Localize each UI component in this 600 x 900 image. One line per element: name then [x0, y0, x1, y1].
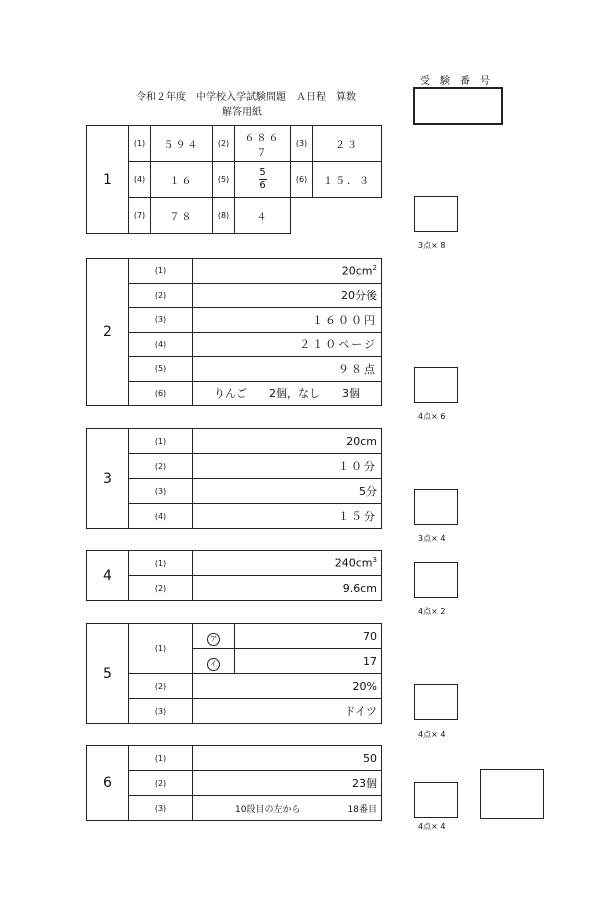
q6-score-box[interactable]	[414, 782, 458, 818]
fraction-numerator: 5	[259, 167, 266, 178]
circled-i-label: イ	[207, 658, 220, 671]
q2-answer-1-sup: 2	[372, 263, 377, 272]
q1-points: 3点× 8	[418, 241, 446, 250]
q5-answer-a: 70	[235, 624, 382, 649]
q2-label-1: (1)	[129, 259, 193, 284]
q1-answer-2: ６８６７	[235, 126, 291, 162]
q6-answer-3-right: 18番目	[347, 804, 377, 815]
q1-answer-8: ４	[235, 198, 291, 234]
q6-answer-2: 23個	[193, 771, 382, 796]
q3-label-2: (2)	[129, 454, 193, 479]
q2-answer-3: １６００円	[193, 308, 382, 333]
q5-label-1: (1)	[129, 624, 193, 674]
q1-label-6: (6)	[291, 162, 313, 198]
q1-score-box[interactable]	[414, 196, 458, 232]
q5-sub-i	[193, 649, 235, 674]
q2-label-5: (5)	[129, 357, 193, 382]
q2-answer-1	[193, 259, 382, 284]
q5-table	[86, 623, 382, 724]
exam-number-box[interactable]	[413, 87, 503, 125]
q6-points: 4点× 4	[418, 822, 446, 831]
q5-label-3: (3)	[129, 699, 193, 724]
q4-answer-1-text: 240cm	[334, 556, 373, 570]
q3-answer-4: １５分	[193, 504, 382, 529]
page-title: 令和２年度 中学校入学試験問題 Ａ日程 算数	[136, 92, 356, 103]
q6-answer-3-left: 10段目の左から	[235, 804, 301, 815]
q1-label-4: (4)	[129, 162, 151, 198]
q4-answer-2: 9.6cm	[193, 576, 382, 601]
q3-score-box[interactable]	[414, 489, 458, 525]
q3-label-3: (3)	[129, 479, 193, 504]
q6-answer-1: 50	[193, 746, 382, 771]
q3-number: 3	[87, 429, 129, 529]
q1-label-3: (3)	[291, 126, 313, 162]
q1-table	[86, 125, 382, 234]
q1-label-5: (5)	[213, 162, 235, 198]
q5-answer-3: ドイツ	[193, 699, 382, 724]
q2-label-2: (2)	[129, 283, 193, 308]
q6-label-3: (3)	[129, 796, 193, 821]
q1-answer-1: ５９４	[151, 126, 213, 162]
q2-points: 4点× 6	[418, 412, 446, 421]
q5-answer-i: 17	[235, 649, 382, 674]
q1-label-1: (1)	[129, 126, 151, 162]
q6-label-2: (2)	[129, 771, 193, 796]
page-subtitle: 解答用紙	[222, 107, 262, 118]
q2-label-6: (6)	[129, 381, 193, 406]
q3-answer-1: 20cm	[193, 429, 382, 454]
q1-answer-3: ２３	[313, 126, 382, 162]
q1-label-8: (8)	[213, 198, 235, 234]
q5-score-box[interactable]	[414, 684, 458, 720]
q6-answer-3	[193, 796, 382, 821]
circled-a-label: ア	[207, 633, 220, 646]
q2-answer-2: 20分後	[193, 283, 382, 308]
q3-points: 3点× 4	[418, 534, 446, 543]
q4-points: 4点× 2	[418, 607, 446, 616]
q5-label-2: (2)	[129, 674, 193, 699]
q3-table	[86, 428, 382, 529]
fraction	[259, 168, 267, 191]
q2-answer-5: ９８点	[193, 357, 382, 382]
q3-label-4: (4)	[129, 504, 193, 529]
q1-answer-7: ７８	[151, 198, 213, 234]
q1-label-2: (2)	[213, 126, 235, 162]
q6-table	[86, 745, 382, 821]
q4-number: 4	[87, 551, 129, 601]
q4-label-2: (2)	[129, 576, 193, 601]
q1-label-7: (7)	[129, 198, 151, 234]
q2-answer-1-text: 20cm	[341, 264, 373, 278]
q2-answer-4: ２１０ページ	[193, 332, 382, 357]
q1-empty	[291, 198, 382, 234]
q4-label-1: (1)	[129, 551, 193, 576]
q5-sub-a	[193, 624, 235, 649]
q6-label-1: (1)	[129, 746, 193, 771]
q2-label-4: (4)	[129, 332, 193, 357]
q1-answer-5	[235, 162, 291, 198]
q4-answer-1-sup: 3	[372, 556, 377, 565]
exam-number-label: 受 験 番 号	[420, 76, 490, 87]
q3-answer-3: 5分	[193, 479, 382, 504]
q5-answer-2: 20%	[193, 674, 382, 699]
q2-answer-6: りんご 2個，なし 3個	[193, 381, 382, 406]
q1-number: 1	[87, 126, 129, 234]
q4-answer-1	[193, 551, 382, 576]
total-score-box[interactable]	[480, 769, 544, 819]
q2-number: 2	[87, 259, 129, 406]
q5-points: 4点× 4	[418, 730, 446, 739]
fraction-denominator: 6	[259, 180, 266, 191]
q4-score-box[interactable]	[414, 562, 458, 598]
q3-answer-2: １０分	[193, 454, 382, 479]
q6-number: 6	[87, 746, 129, 821]
q1-answer-6: １５．３	[313, 162, 382, 198]
q4-table	[86, 550, 382, 601]
q5-number: 5	[87, 624, 129, 724]
q2-table	[86, 258, 382, 406]
q3-label-1: (1)	[129, 429, 193, 454]
q1-answer-4: １６	[151, 162, 213, 198]
q2-label-3: (3)	[129, 308, 193, 333]
q2-score-box[interactable]	[414, 367, 458, 403]
